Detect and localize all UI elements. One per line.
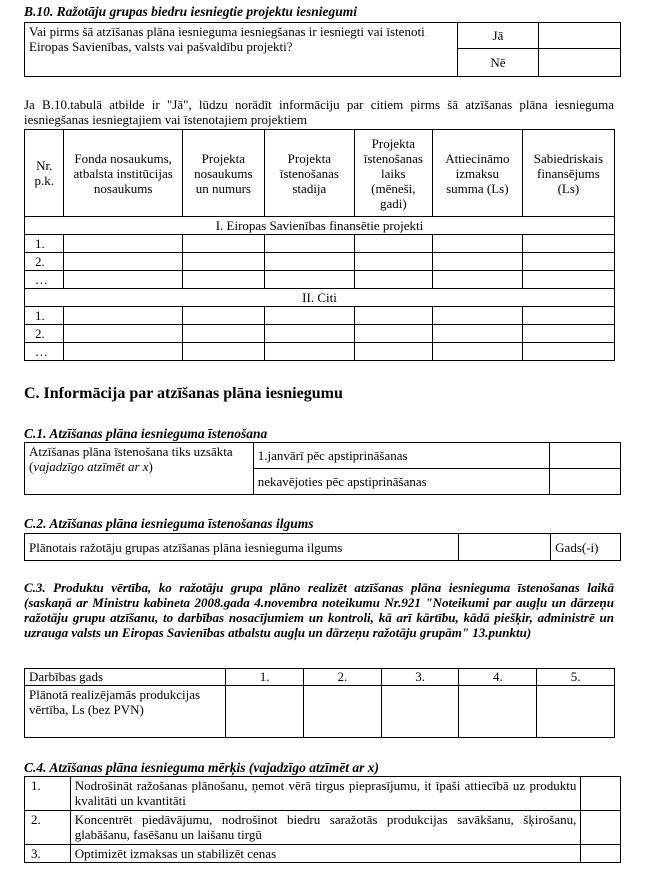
row-number: 2.: [25, 325, 64, 343]
table-cell[interactable]: [182, 271, 264, 289]
table-cell[interactable]: [354, 343, 432, 361]
table-cell[interactable]: [264, 235, 354, 253]
table-cell[interactable]: [354, 307, 432, 325]
c2-table: [24, 533, 621, 561]
section-c-heading: C. Informācija par atzīšanas plāna iesniegumu: [24, 385, 343, 402]
c4-item-checkbox[interactable]: [581, 777, 621, 811]
list-item: [25, 845, 621, 863]
col-header-fund: Fonda nosaukums, atbalsta institūcijas nosaukums: [64, 130, 182, 217]
c3-value-year-1[interactable]: [226, 686, 304, 738]
list-item: [25, 811, 621, 845]
list-item: [25, 777, 621, 811]
table-cell[interactable]: [432, 271, 522, 289]
col-header-project-name: Projekta nosaukums un numurs: [182, 130, 264, 217]
c4-item-text: Koncentrēt piedāvājumu, nodrošinot biedru saražotās produkcijas savākšanu, šķirošanu, glabāšanu, fasēšanu un laišanu tirgū: [70, 811, 581, 845]
table-cell[interactable]: [522, 343, 614, 361]
projects-intro: Ja B.10.tabulā atbilde ir "Jā", lūdzu norādīt informāciju par citiem pirms šā atzīšanas plāna iesnieguma iesniegšanas iesniegtajiem vai īstenotajiem projektiem: [24, 97, 614, 127]
table-cell[interactable]: [522, 253, 614, 271]
table-cell[interactable]: [182, 235, 264, 253]
c2-duration-input[interactable]: [459, 534, 551, 561]
c4-item-text: Optimizēt izmaksas un stabilizēt cenas: [70, 845, 581, 863]
table-cell[interactable]: [64, 253, 182, 271]
table-cell[interactable]: [354, 253, 432, 271]
c1-label-italic: vajadzīgo atzīmēt ar x: [33, 459, 149, 474]
b10-question: Vai pirms šā atzīšanas plāna iesnieguma iesniegšanas ir iesniegti vai īstenoti Eiropas Savienības, valsts vai pašvaldību projekti?: [25, 23, 458, 77]
c1-option-immediately-checkbox[interactable]: [550, 469, 621, 495]
c4-title: C.4. Atzīšanas plāna iesnieguma mērķis (vajadzīgo atzīmēt ar x): [24, 760, 380, 775]
col-header-stage: Projekta īstenošanas stadija: [264, 130, 354, 217]
c2-label: Plānotais ražotāju grupas atzīšanas plāna iesnieguma ilgums: [25, 534, 459, 561]
c2-title: C.2. Atzīšanas plāna iesnieguma īstenošanas ilgums: [24, 516, 314, 531]
group-eu-projects: I. Eiropas Savienības finansētie projekti: [25, 217, 615, 235]
projects-table: [24, 129, 615, 361]
table-cell[interactable]: [432, 325, 522, 343]
col-header-funding: Sabiedriskais finansējums (Ls): [522, 130, 614, 217]
c3-year-1: 1.: [226, 669, 304, 686]
c1-option-january-checkbox[interactable]: [550, 443, 621, 469]
c3-year-5: 5.: [537, 669, 615, 686]
table-cell[interactable]: [182, 343, 264, 361]
table-cell[interactable]: [64, 325, 182, 343]
c3-year-2: 2.: [304, 669, 382, 686]
table-cell[interactable]: [432, 343, 522, 361]
c3-value-label: Plānotā realizējamās produkcijas vērtība, Ls (bez PVN): [25, 686, 226, 738]
c1-option-immediately: nekavējoties pēc apstiprināšanas: [253, 469, 549, 495]
table-row: [25, 235, 615, 253]
group-other-projects: II. Citi: [25, 289, 615, 307]
c3-year-3: 3.: [381, 669, 459, 686]
c4-table: [24, 776, 621, 863]
c1-option-january: 1.janvārī pēc apstiprināšanas: [253, 443, 549, 469]
table-cell[interactable]: [432, 235, 522, 253]
table-row: [25, 343, 615, 361]
c3-value-year-4[interactable]: [459, 686, 537, 738]
c2-unit: Gads(-i): [551, 534, 621, 561]
b10-table: [24, 22, 621, 77]
c4-item-text: Nodrošināt ražošanas plānošanu, ņemot vērā tirgus pieprasījumu, it īpaši attiecībā uz produktu kvalitāti un kvantitāti: [70, 777, 581, 811]
c4-item-number: 2.: [25, 811, 71, 845]
table-cell[interactable]: [264, 271, 354, 289]
c1-label-text: Atzīšanas plāna īstenošana tiks uzsākta (: [29, 444, 233, 474]
c1-label: [25, 443, 254, 495]
col-header-time: Projekta īstenošanas laiks (mēneši, gadi): [354, 130, 432, 217]
col-header-costs: Attiecināmo izmaksu summa (Ls): [432, 130, 522, 217]
c3-value-year-5[interactable]: [537, 686, 615, 738]
b10-yes-checkbox[interactable]: [539, 23, 621, 49]
row-number: …: [25, 343, 64, 361]
table-cell[interactable]: [522, 325, 614, 343]
c3-year-label: Darbības gads: [25, 669, 226, 686]
b10-yes-label: Jā: [457, 23, 539, 49]
c1-table: [24, 442, 621, 495]
table-cell[interactable]: [64, 307, 182, 325]
row-number: 1.: [25, 307, 64, 325]
table-cell[interactable]: [264, 325, 354, 343]
table-cell[interactable]: [354, 235, 432, 253]
c3-table: [24, 668, 615, 738]
row-number: 2.: [25, 253, 64, 271]
table-row: [25, 325, 615, 343]
table-cell[interactable]: [182, 325, 264, 343]
table-cell[interactable]: [64, 235, 182, 253]
c1-title: C.1. Atzīšanas plāna iesnieguma īstenošana: [24, 426, 268, 441]
table-cell[interactable]: [182, 307, 264, 325]
table-cell[interactable]: [64, 343, 182, 361]
row-number: 1.: [25, 235, 64, 253]
table-row: [25, 307, 615, 325]
table-cell[interactable]: [64, 271, 182, 289]
table-cell[interactable]: [522, 271, 614, 289]
table-cell[interactable]: [354, 271, 432, 289]
row-number: …: [25, 271, 64, 289]
b10-title: B.10. Ražotāju grupas biedru iesniegtie projektu iesniegumi: [24, 4, 358, 19]
c4-item-number: 3.: [25, 845, 71, 863]
table-row: [25, 271, 615, 289]
table-cell[interactable]: [264, 307, 354, 325]
table-cell[interactable]: [354, 325, 432, 343]
c4-item-checkbox[interactable]: [581, 811, 621, 845]
table-row: [25, 253, 615, 271]
c3-value-year-2[interactable]: [304, 686, 382, 738]
c1-label-close: ): [148, 459, 153, 474]
c3-title: C.3. Produktu vērtība, ko ražotāju grupa plāno realizēt atzīšanas plāna iesnieguma īstenošanas laikā (saskaņā ar Ministru kabineta 2008.gada 4.novembra noteikumu Nr.921 "Noteikumi par augļu un dārzeņu ražotāju grupu atzīšanu, to darbības nosacījumiem un kontroli, kā arī kārtību, kādā piešķir, administrē un uzrauga valsts un Eiropas Savienības atbalstu augļu un dārzeņu ražotāju grupām" 13.punktu): [24, 580, 614, 640]
c4-item-number: 1.: [25, 777, 71, 811]
table-cell[interactable]: [522, 307, 614, 325]
c3-year-4: 4.: [459, 669, 537, 686]
table-cell[interactable]: [432, 253, 522, 271]
c3-value-year-3[interactable]: [381, 686, 459, 738]
table-cell[interactable]: [182, 253, 264, 271]
table-cell[interactable]: [264, 343, 354, 361]
table-cell[interactable]: [432, 307, 522, 325]
table-cell[interactable]: [264, 253, 354, 271]
b10-no-label: Nē: [457, 49, 539, 77]
b10-no-checkbox[interactable]: [539, 49, 621, 77]
col-header-nr: Nr. p.k.: [25, 130, 64, 217]
table-cell[interactable]: [522, 235, 614, 253]
c4-item-checkbox[interactable]: [581, 845, 621, 863]
